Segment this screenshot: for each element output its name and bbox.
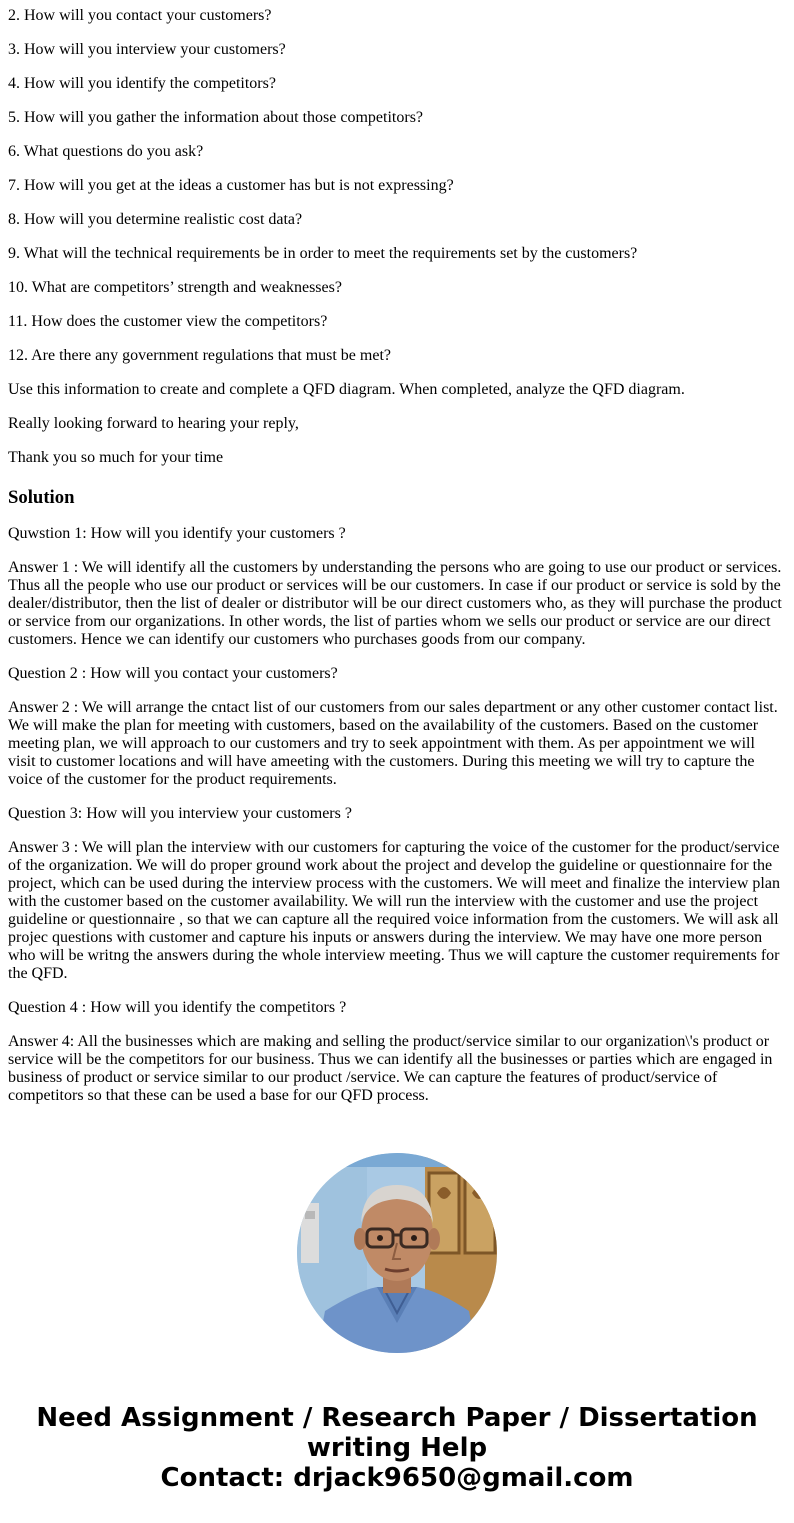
- author-avatar: [297, 1153, 497, 1353]
- promo-banner: [0, 1403, 794, 1493]
- qa-question: Question 2 : How will you contact your customers?: [8, 665, 338, 682]
- closing-line: Thank you so much for your time: [8, 449, 224, 466]
- question-item: 9. What will the technical requirements be in order to meet the requirements set by the customers?: [8, 245, 638, 262]
- question-item: 7. How will you get at the ideas a customer has but is not expressing?: [8, 177, 454, 194]
- instruction-text: Use this information to create and complete a QFD diagram. When completed, analyze the QFD diagram.: [8, 381, 685, 398]
- promo-line: writing Help: [306, 1433, 488, 1463]
- qa-answer: Answer 2 : We will arrange the cntact list of our customers from our sales department or any other customer contact list. We will make the plan for meeting with customers, based on the availability of the customers. Based on the customer meeting plan, we will approach to our customers and try to seek appointment with them. As per appointment we will visit to customer locations and will have ameeting with the customers. During this meeting we will try to capture the voice of the customer for the product requirements.: [8, 699, 778, 788]
- question-item: 5. How will you gather the information about those competitors?: [8, 109, 424, 126]
- question-item: 4. How will you identify the competitors?: [8, 75, 276, 92]
- qa-answer: Answer 4: All the businesses which are making and selling the product/service similar to our organization\'s product or service will be the competitors for our business. Thus we can identify all the businesses or parties which are engaged in business of product or service similar to our product /service. We can capture the features of product/service of competitors so that these can be used a base for our QFD process.: [8, 1033, 773, 1104]
- closing-line: Really looking forward to hearing your reply,: [8, 415, 299, 432]
- question-item: 11. How does the customer view the competitors?: [8, 313, 328, 330]
- qa-question: Question 3: How will you interview your customers ?: [8, 805, 352, 822]
- question-item: 8. How will you determine realistic cost data?: [8, 211, 303, 228]
- solution-heading: Solution: [8, 487, 75, 508]
- question-item: 6. What questions do you ask?: [8, 143, 204, 160]
- question-item: 2. How will you contact your customers?: [8, 7, 272, 24]
- promo-line: Need Assignment / Research Paper / Dissertation: [36, 1403, 758, 1433]
- document-body: [8, 7, 784, 1121]
- author-portrait-image: [297, 1153, 497, 1353]
- qa-question: Question 4 : How will you identify the competitors ?: [8, 999, 347, 1016]
- qa-answer: Answer 3 : We will plan the interview with our customers for capturing the voice of the customer for the product/service of the organization. We will do proper ground work about the project and develop the guideline or questionnaire for the project, which can be used during the interview process with the customers. We will meet and finalize the interview plan with the customer based on the customer availability. We will run the interview with the customer and use the project guideline or questionnaire , so that we can capture all the required voice information from the customers. We will ask all projec questions with customer and capture his inputs or answers during the interview. We may have one more person who will be writng the answers during the whole interview meeting. Thus we will capture the customer requirements for the QFD.: [8, 839, 780, 982]
- qa-question: Quwstion 1: How will you identify your customers ?: [8, 525, 346, 542]
- question-item: 12. Are there any government regulations that must be met?: [8, 347, 391, 364]
- question-item: 10. What are competitors’ strength and weaknesses?: [8, 279, 342, 296]
- question-item: 3. How will you interview your customers?: [8, 41, 286, 58]
- promo-contact: Contact: drjack9650@gmail.com: [160, 1463, 634, 1493]
- qa-answer: Answer 1 : We will identify all the customers by understanding the persons who are going to use our product or services. Thus all the people who use our product or services will be our customers. In case if our product or service is sold by the dealer/distributor, then the list of dealer or distributor will be our direct customers who, as they will purchase the product or service from our organizations. In other words, the list of parties whom we sells our product or service are our direct customers. Hence we can identify our customers who purchases goods from our company.: [8, 559, 782, 648]
